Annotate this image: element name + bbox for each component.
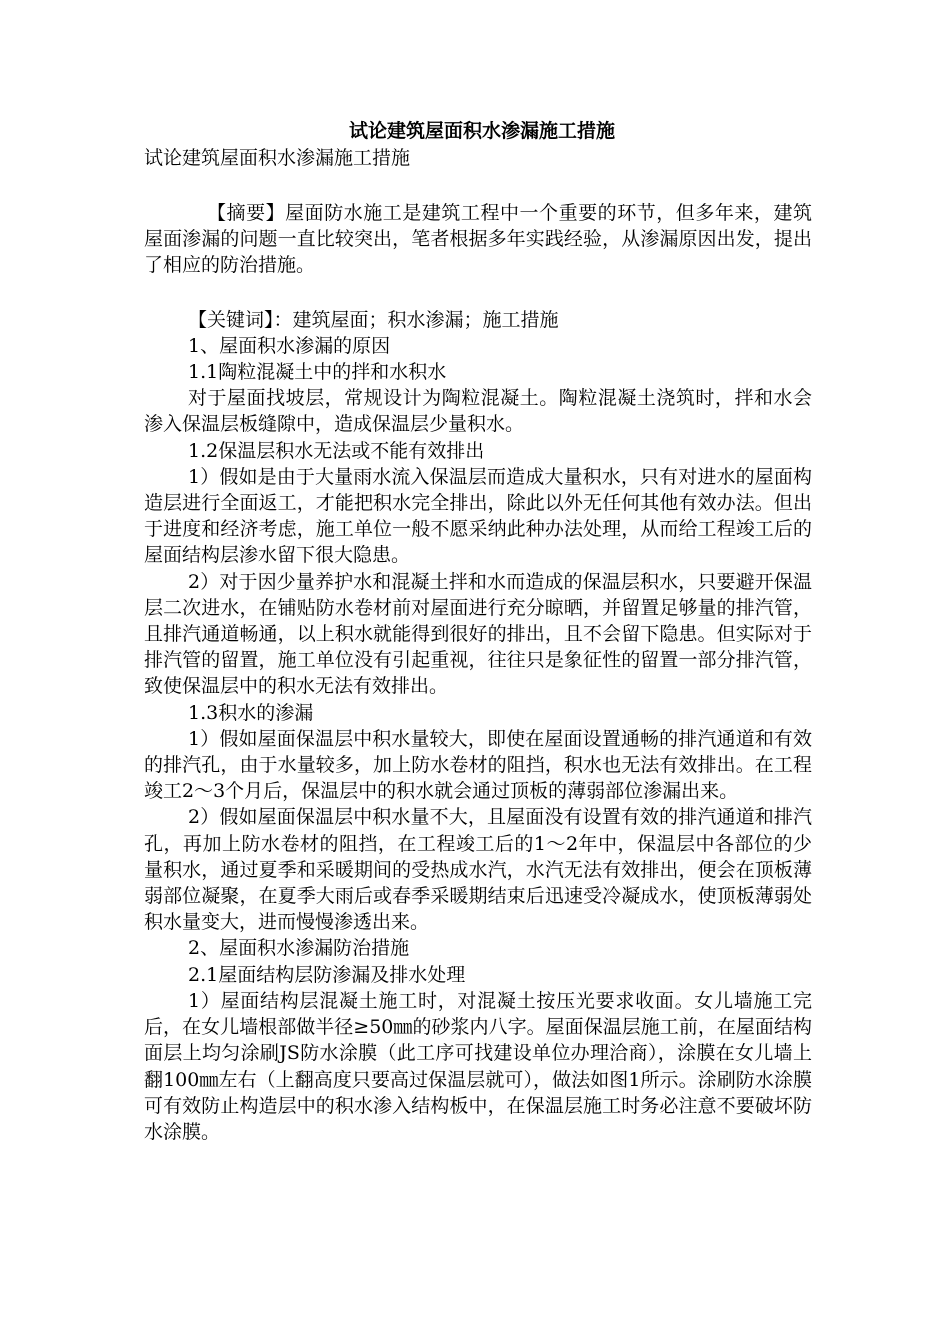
subsection-heading: 1.2保温层积水无法或不能有效排出 [188, 439, 485, 462]
body-paragraph: 1）假如是由于大量雨水流入保温层而造成大量积水，只有对进水的屋面构造层进行全面返工，才能把积水完全排出，除此以外无任何其他有效办法。但出于进度和经济考虑，施工单位一般不愿采纳此种办法处理，从而给工程竣工后的屋面结构层渗水留下很大隐患。 [144, 465, 812, 567]
spacer [144, 172, 812, 200]
body-paragraph: 对于屋面找坡层，常规设计为陶粒混凝土。陶粒混凝土浇筑时，拌和水会渗入保温层板缝隙中，造成保温层少量积水。 [144, 387, 812, 436]
document-page [144, 118, 812, 1145]
body-paragraph: 2）对于因少量养护水和混凝土拌和水而造成的保温层积水，只要避开保温层二次进水，在铺贴防水卷材前对屋面进行充分晾晒，并留置足够量的排汽管，且排汽通道畅通，以上积水就能得到很好的排出，且不会留下隐患。但实际对于排汽管的留置，施工单位没有引起重视，往往只是象征性的留置一部分排汽管，致使保温层中的积水无法有效排出。 [144, 570, 812, 698]
document-title: 试论建筑屋面积水渗漏施工措施 [348, 120, 615, 142]
subsection-heading: 1.1陶粒混凝土中的拌和水积水 [188, 361, 447, 384]
abstract-paragraph: 【摘要】屋面防水施工是建筑工程中一个重要的环节，但多年来，建筑屋面渗漏的问题一直比较突出，笔者根据多年实践经验，从渗漏原因出发，提出了相应的防治措施。 [144, 202, 812, 277]
body-paragraph: 1）假如屋面保温层中积水量较大，即使在屋面设置通畅的排汽通道和有效的排汽孔，由于水量较多，加上防水卷材的阻挡，积水也无法有效排出。在工程竣工2～3个月后，保温层中的积水就会通过顶板的薄弱部位渗漏出来。 [144, 727, 812, 803]
document-subtitle: 试论建筑屋面积水渗漏施工措施 [144, 147, 411, 169]
spacer [144, 279, 812, 307]
body-paragraph: 2）假如屋面保温层中积水量不大，且屋面没有设置有效的排汽通道和排汽孔，再加上防水卷材的阻挡，在工程竣工后的1～2年中，保温层中各部位的少量积水，通过夏季和采暖期间的受热成水汽，水汽无法有效排出，便会在顶板薄弱部位凝聚，在夏季大雨后或春季采暖期结束后迅速受冷凝成水，使顶板薄弱处积水量变大，进而慢慢渗透出来。 [144, 806, 812, 934]
subsection-heading: 1.3积水的渗漏 [188, 701, 314, 724]
body-paragraph: 1）屋面结构层混凝土施工时，对混凝土按压光要求收面。女儿墙施工完后，在女儿墙根部做半径≥50㎜的砂浆内八字。屋面保温层施工前，在屋面结构面层上均匀涂刷JS防水涂膜（此工序可找建设单位办理洽商），涂膜在女儿墙上翻100㎜左右（上翻高度只要高过保温层就可），做法如图1所示。涂刷防水涂膜可有效防止构造层中的积水渗入结构板中，在保温层施工时务必注意不要破坏防水涂膜。 [144, 989, 812, 1143]
section-heading: 1、屋面积水渗漏的原因 [188, 334, 391, 357]
section-heading: 2、屋面积水渗漏防治措施 [188, 937, 410, 960]
subsection-heading: 2.1屋面结构层防渗漏及排水处理 [188, 963, 466, 986]
keywords-line: 【关键词】：建筑屋面；积水渗漏；施工措施 [188, 308, 559, 331]
